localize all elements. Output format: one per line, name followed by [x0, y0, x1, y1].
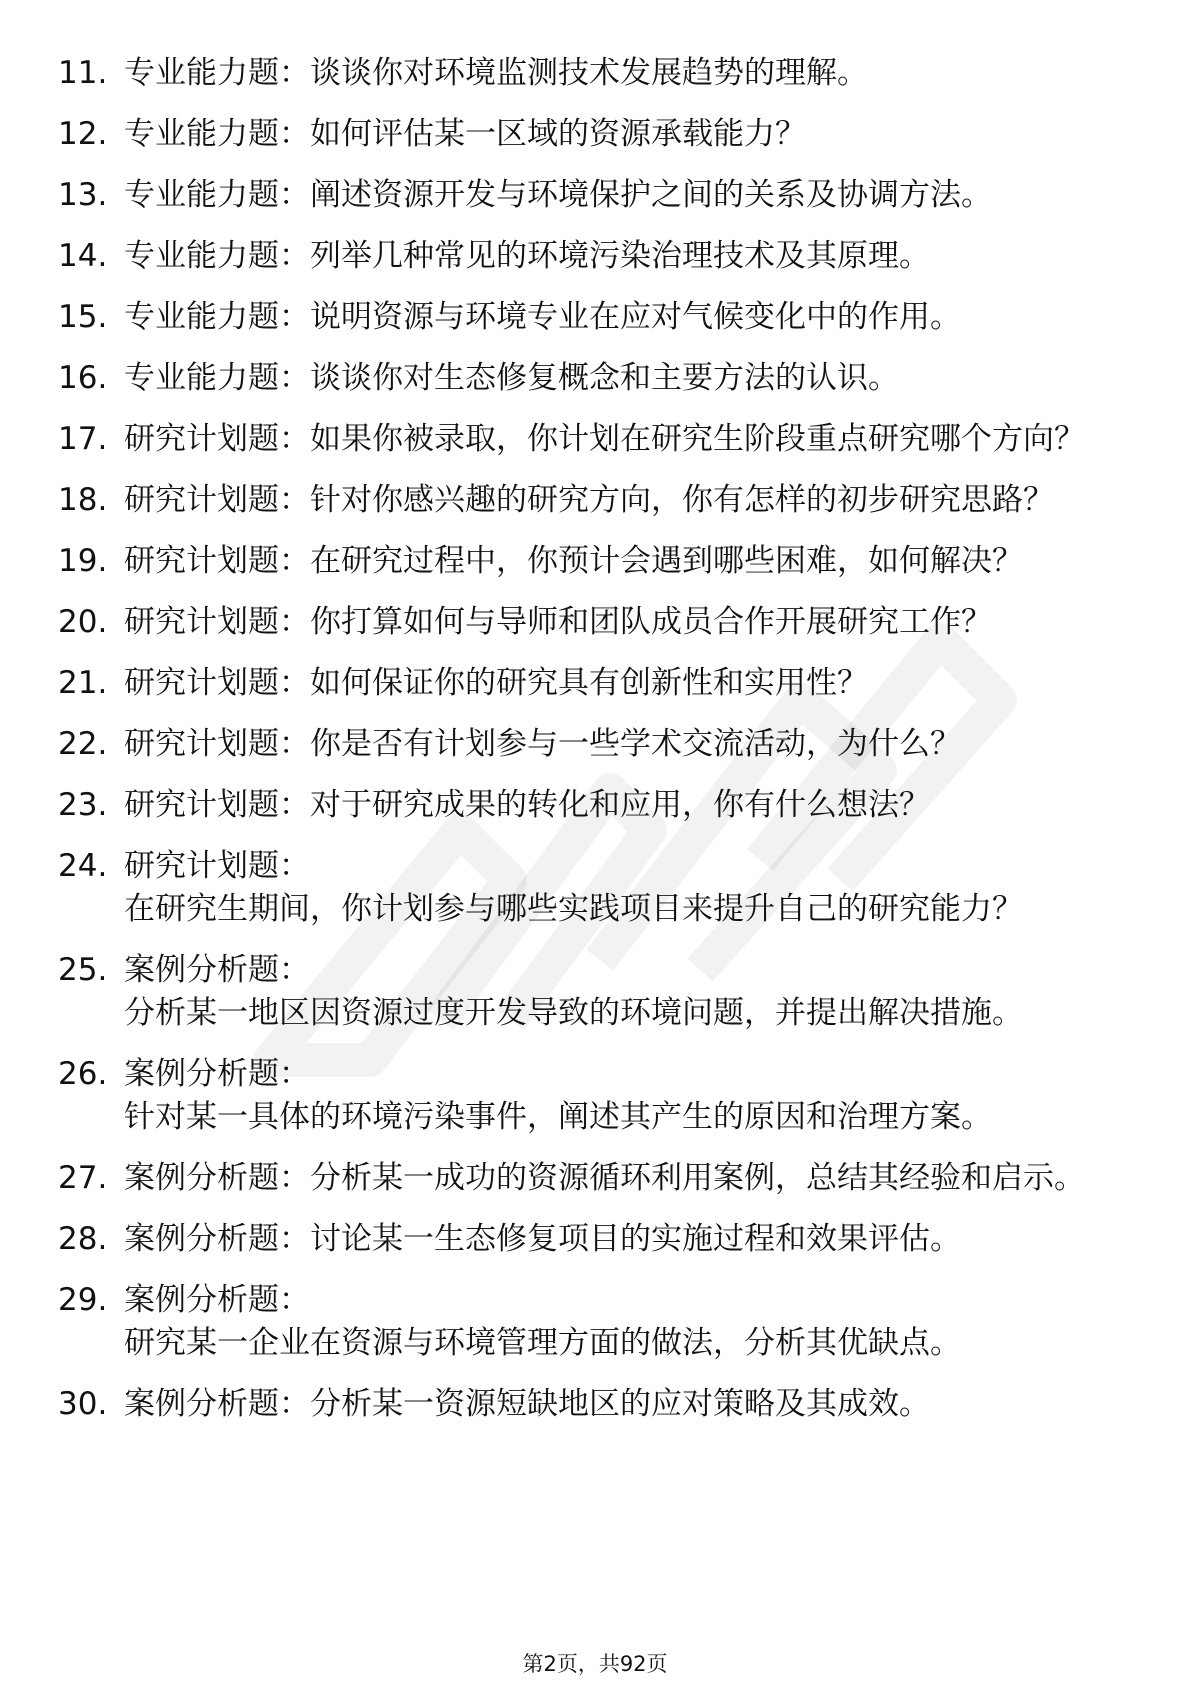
question-category: 专业能力题：: [124, 177, 310, 213]
question-category: 研究计划题：: [124, 482, 310, 518]
question-item: [58, 296, 1118, 339]
question-number: 24.: [58, 848, 108, 884]
question-item: [58, 540, 1118, 583]
question-number: 29.: [58, 1282, 108, 1318]
question-item: [58, 418, 1118, 461]
question-text: 在研究生期间，你计划参与哪些实践项目来提升自己的研究能力？: [124, 891, 1023, 927]
question-item: [58, 174, 1118, 217]
question-number: 19.: [58, 543, 108, 579]
page-number: 第2页，共92页: [522, 1652, 668, 1676]
question-text: 如何保证你的研究具有创新性和实用性？: [310, 665, 868, 701]
question-category: 专业能力题：: [124, 360, 310, 396]
question-text: 分析某一成功的资源循环利用案例，总结其经验和启示。: [310, 1160, 1085, 1196]
question-number: 12.: [58, 116, 108, 152]
question-text: 谈谈你对生态修复概念和主要方法的认识。: [310, 360, 899, 396]
question-category: 案例分析题：: [124, 1386, 310, 1422]
question-item: [58, 479, 1118, 522]
question-text: 针对你感兴趣的研究方向，你有怎样的初步研究思路？: [310, 482, 1054, 518]
question-item: [58, 1053, 1118, 1139]
question-category: 案例分析题：: [124, 1221, 310, 1257]
question-text: 研究某一企业在资源与环境管理方面的做法，分析其优缺点。: [124, 1325, 961, 1361]
question-category: 案例分析题：: [124, 1282, 310, 1318]
question-item: [58, 784, 1118, 827]
question-item: [58, 52, 1118, 95]
question-text: 如果你被录取，你计划在研究生阶段重点研究哪个方向？: [310, 421, 1085, 457]
question-category: 研究计划题：: [124, 421, 310, 457]
question-item: [58, 845, 1118, 931]
question-text: 针对某一具体的环境污染事件，阐述其产生的原因和治理方案。: [124, 1099, 992, 1135]
question-number: 21.: [58, 665, 108, 701]
question-text: 讨论某一生态修复项目的实施过程和效果评估。: [310, 1221, 961, 1257]
question-text: 列举几种常见的环境污染治理技术及其原理。: [310, 238, 930, 274]
question-category: 案例分析题：: [124, 952, 310, 988]
question-number: 26.: [58, 1056, 108, 1092]
question-number: 13.: [58, 177, 108, 213]
question-category: 研究计划题：: [124, 787, 310, 823]
question-text: 分析某一资源短缺地区的应对策略及其成效。: [310, 1386, 930, 1422]
question-number: 23.: [58, 787, 108, 823]
question-text: 你是否有计划参与一些学术交流活动，为什么？: [310, 726, 961, 762]
question-number: 30.: [58, 1386, 108, 1422]
question-number: 27.: [58, 1160, 108, 1196]
question-text: 你打算如何与导师和团队成员合作开展研究工作？: [310, 604, 992, 640]
question-number: 20.: [58, 604, 108, 640]
question-number: 11.: [58, 55, 108, 91]
question-item: [58, 1157, 1118, 1200]
question-category: 研究计划题：: [124, 726, 310, 762]
question-category: 研究计划题：: [124, 604, 310, 640]
question-item: [58, 1383, 1118, 1426]
question-number: 25.: [58, 952, 108, 988]
question-number: 18.: [58, 482, 108, 518]
question-number: 22.: [58, 726, 108, 762]
question-item: [58, 1279, 1118, 1365]
question-number: 15.: [58, 299, 108, 335]
question-category: 案例分析题：: [124, 1160, 310, 1196]
question-number: 16.: [58, 360, 108, 396]
question-text: 分析某一地区因资源过度开发导致的环境问题，并提出解决措施。: [124, 995, 1023, 1031]
question-item: [58, 601, 1118, 644]
question-text: 谈谈你对环境监测技术发展趋势的理解。: [310, 55, 868, 91]
question-item: [58, 357, 1118, 400]
question-number: 28.: [58, 1221, 108, 1257]
question-text: 阐述资源开发与环境保护之间的关系及协调方法。: [310, 177, 992, 213]
question-category: 专业能力题：: [124, 55, 310, 91]
question-number: 17.: [58, 421, 108, 457]
question-category: 案例分析题：: [124, 1056, 310, 1092]
question-category: 专业能力题：: [124, 299, 310, 335]
question-item: [58, 949, 1118, 1035]
question-item: [58, 662, 1118, 705]
question-number: 14.: [58, 238, 108, 274]
question-category: 专业能力题：: [124, 116, 310, 152]
question-item: [58, 1218, 1118, 1261]
question-list: [58, 52, 1118, 1444]
question-text: 如何评估某一区域的资源承载能力？: [310, 116, 806, 152]
question-category: 专业能力题：: [124, 238, 310, 274]
question-text: 对于研究成果的转化和应用，你有什么想法？: [310, 787, 930, 823]
question-text: 在研究过程中，你预计会遇到哪些困难，如何解决？: [310, 543, 1023, 579]
question-category: 研究计划题：: [124, 848, 310, 884]
question-item: [58, 723, 1118, 766]
question-item: [58, 113, 1118, 156]
question-category: 研究计划题：: [124, 543, 310, 579]
question-category: 研究计划题：: [124, 665, 310, 701]
question-item: [58, 235, 1118, 278]
question-text: 说明资源与环境专业在应对气候变化中的作用。: [310, 299, 961, 335]
